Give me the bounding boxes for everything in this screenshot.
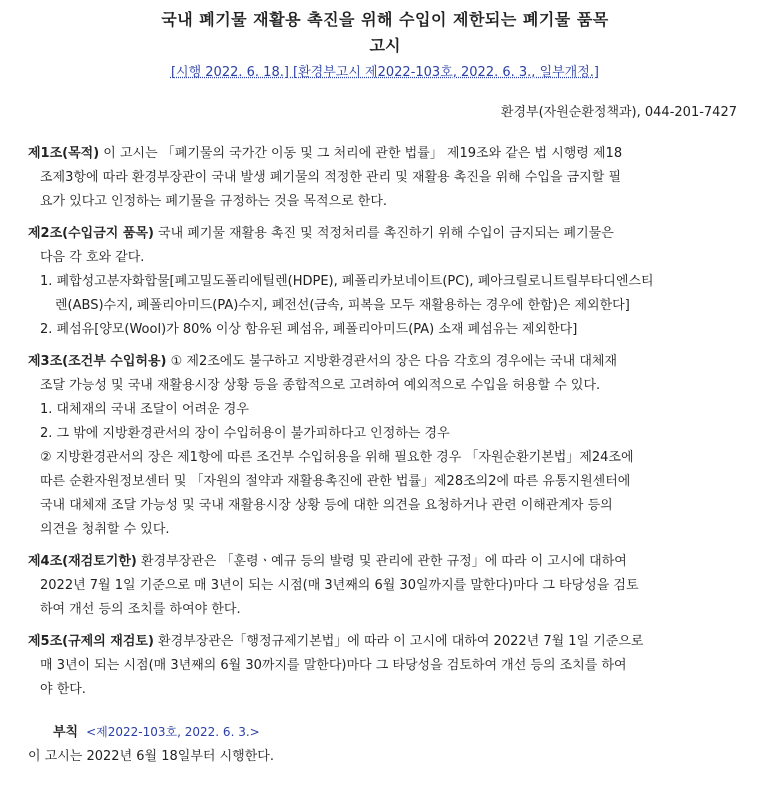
article-text: 이 고시는 「폐기물의 국가간 이동 및 그 처리에 관한 법률」 제19조와 같은 법 시행령 제18: [99, 146, 623, 161]
paragraph-text: ② 지방환경관서의 장은 제1항에 따른 조건부 수입허용을 위해 필요한 경우 「자원순환기본법」제24조에: [40, 450, 634, 465]
revision-history-text[interactable]: [시행 2022. 6. 18.] [환경부고시 제2022-103호, 2022. 6. 3., 일부개정.]: [170, 65, 600, 80]
page-subtitle: 고시: [369, 36, 401, 55]
article-heading: 제2조(수입금지 품목): [28, 226, 154, 241]
article-4: [28, 550, 742, 622]
list-item: 1. 대체재의 국내 조달이 어려운 경우: [40, 402, 249, 417]
revision-history-link[interactable]: [28, 64, 742, 82]
article-text: 하여 개선 등의 조치를 하여야 한다.: [40, 602, 241, 617]
list-item: 2. 폐섬유[양모(Wool)가 80% 이상 함유된 폐섬유, 폐폴리아미드(PA) 소재 폐섬유는 제외한다]: [40, 322, 578, 337]
paragraph-text: 따른 순환자원정보센터 및 「자원의 절약과 재활용촉진에 관한 법률」제28조의2에 따른 유통지원센터에: [40, 474, 631, 489]
addendum-reference-link[interactable]: <제2022-103호, 2022. 6. 3.>: [86, 725, 260, 739]
page-title: 국내 폐기물 재활용 촉진을 위해 수입이 제한되는 폐기물 품목: [161, 10, 609, 29]
addendum: [28, 722, 742, 767]
article-3: [28, 350, 742, 542]
article-heading: 제5조(규제의 재검토): [28, 634, 154, 649]
list-item: 1. 폐합성고분자화합물[폐고밀도폴리에틸렌(HDPE), 폐폴리카보네이트(PC), 폐아크릴로니트릴부타디엔스티: [40, 274, 654, 289]
article-text: 야 한다.: [40, 682, 86, 697]
article-5: [28, 630, 742, 702]
paragraph-text: 국내 대체재 조달 가능성 및 국내 재활용시장 상황 등에 대한 의견을 요청하거나 관련 이해관계자 등의: [40, 498, 613, 513]
article-text: 매 3년이 되는 시점(매 3년째의 6월 30까지를 말한다)마다 그 타당성을 검토하여 개선 등의 조치를 하여: [40, 658, 627, 673]
article-text: 국내 폐기물 재활용 촉진 및 적정처리를 촉진하기 위해 수입이 금지되는 폐기물은: [153, 226, 614, 241]
paragraph-text: 의견을 청취할 수 있다.: [40, 522, 170, 537]
department-contact: 환경부(자원순환정책과), 044-201-7427: [500, 105, 737, 120]
article-heading: 제4조(재검토기한): [28, 554, 137, 569]
list-item-continuation: 렌(ABS)수지, 폐폴리아미드(PA)수지, 폐전선(금속, 피복을 모두 재활용하는 경우에 한함)은 제외한다]: [55, 298, 630, 313]
article-heading: 제1조(목적): [28, 146, 100, 161]
article-text: 환경부장관은「행정규제기본법」에 따라 이 고시에 대하여 2022년 7월 1일 기준으로: [153, 634, 644, 649]
article-heading: 제3조(조건부 수입허용): [28, 354, 167, 369]
article-text: 환경부장관은 「훈령ㆍ예규 등의 발령 및 관리에 관한 규정」에 따라 이 고시에 대하여: [136, 554, 627, 569]
article-1: [28, 142, 742, 214]
article-text: 2022년 7월 1일 기준으로 매 3년이 되는 시점(매 3년째의 6월 30일까지를 말한다)마다 그 타당성을 검토: [40, 578, 639, 593]
addendum-text: 이 고시는 2022년 6월 18일부터 시행한다.: [28, 749, 274, 764]
article-text: 조제3항에 따라 환경부장관이 국내 발생 폐기물의 적정한 관리 및 재활용 촉진을 위해 수입을 금지할 필: [40, 170, 622, 185]
addendum-label: 부칙: [53, 725, 79, 740]
article-text: 조달 가능성 및 국내 재활용시장 상황 등을 종합적으로 고려하여 예외적으로 수입을 허용할 수 있다.: [40, 378, 601, 393]
article-text: 다음 각 호와 같다.: [40, 250, 145, 265]
list-item: 2. 그 밖에 지방환경관서의 장이 수입허용이 불가피하다고 인정하는 경우: [40, 426, 450, 441]
article-text: 요가 있다고 인정하는 폐기물을 규정하는 것을 목적으로 한다.: [40, 194, 388, 209]
article-2: [28, 222, 742, 342]
article-text: ① 제2조에도 불구하고 지방환경관서의 장은 다음 각호의 경우에는 국내 대체재: [166, 354, 618, 369]
